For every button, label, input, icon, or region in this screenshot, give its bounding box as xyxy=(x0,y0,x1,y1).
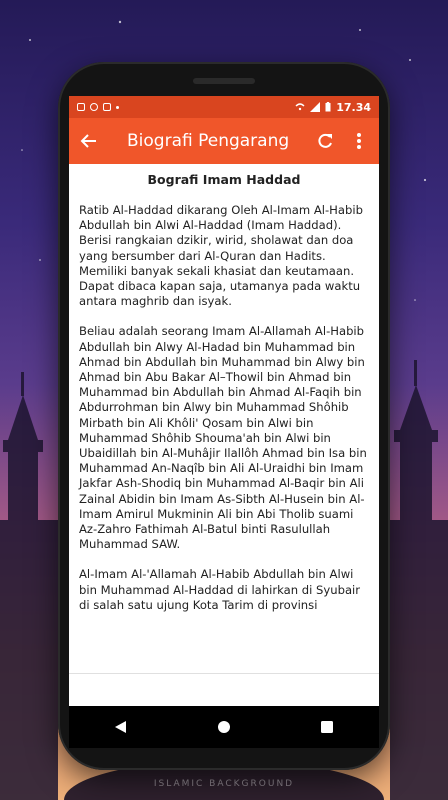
page-title: Biografi Pengarang xyxy=(127,131,290,151)
phone-frame xyxy=(58,62,390,770)
download-icon xyxy=(90,103,98,111)
app-bar xyxy=(69,118,379,164)
paragraph-lineage: Beliau adalah seorang Imam Al-Allamah Al-Habib Abdullah bin Alwy Al-Hadad bin Muhammad bin Ahmad bin Abdullah bin Muhammad bin Alwy bin Ahmad bin Abu Bakar Al–Thowil bin Ahmad bin Muhammad bin Abdullah bin Ahmad Al-Faqih bin Abdurrohman bin Alwy bin Muhammad Shôhib Mirbath bin Ali Khôli' Qosam bin Alwi bin Muhammad Shôhib Shouma'ah bin Alwi bin Ubaidillah bin Al-Muhâjir Ilallôh Ahmad bin Isa bin Muhammad An-Naqîb bin Ali Al-Uraidhi bin Imam Jakfar Ash-Shodiq bin Muhammad Al-Baqir bin Ali Zainal Abidin bin Imam As-Sibth Al-Husein bin Al-Imam Amirul Mukminin Ali bin Abi Tholib suami Az-Zahro Fathimah Al-Batul binti Rasulullah Muhammad SAW. xyxy=(79,324,367,552)
triangle-back-icon xyxy=(114,720,128,734)
background-caption: ISLAMIC BACKGROUND xyxy=(153,779,295,789)
more-vert-icon xyxy=(356,132,362,150)
refresh-icon xyxy=(316,132,334,150)
biography-heading: Bografi Imam Haddad xyxy=(147,172,301,187)
nav-recents-button[interactable] xyxy=(312,712,342,742)
notification-icon xyxy=(77,103,85,111)
paragraph-intro: Ratib Al-Haddad dikarang Oleh Al-Imam Al-Habib Abdullah bin Alwi Al-Haddad (Imam Haddad). Berisi rangkaian dzikir, wirid, sholawat dan doa yang bersumber dari Al-Quran dan Hadits. Memiliki banyak sekali khasiat dan keutamaan. Dapat dibaca kapan saja, utamanya pada waktu antara maghrib dan isyak. xyxy=(79,203,363,309)
nav-back-button[interactable] xyxy=(106,712,136,742)
square-recents-icon xyxy=(320,720,334,734)
shop-icon xyxy=(103,103,111,111)
system-nav-bar xyxy=(69,706,379,748)
status-bar xyxy=(69,96,379,118)
nav-home-button[interactable] xyxy=(209,712,239,742)
arrow-left-icon xyxy=(80,132,98,150)
signal-icon xyxy=(310,102,320,112)
status-time: 17.34 xyxy=(336,100,371,114)
circle-home-icon xyxy=(217,720,231,734)
paragraph-birth: Al-Imam Al-'Allamah Al-Habib Abdullah bin Alwi bin Muhammad Al-Haddad di lahirkan di Syubair di salah satu ujung Kota Tarim di provinsi xyxy=(79,567,361,612)
biography-content[interactable] xyxy=(69,164,379,674)
battery-icon xyxy=(325,102,331,112)
speaker-grille xyxy=(193,78,255,84)
app-screen xyxy=(69,96,379,748)
refresh-button[interactable] xyxy=(313,129,337,153)
back-button[interactable] xyxy=(77,129,101,153)
more-options-button[interactable] xyxy=(347,129,371,153)
wifi-icon xyxy=(295,102,305,112)
more-notifications-icon xyxy=(116,106,119,109)
